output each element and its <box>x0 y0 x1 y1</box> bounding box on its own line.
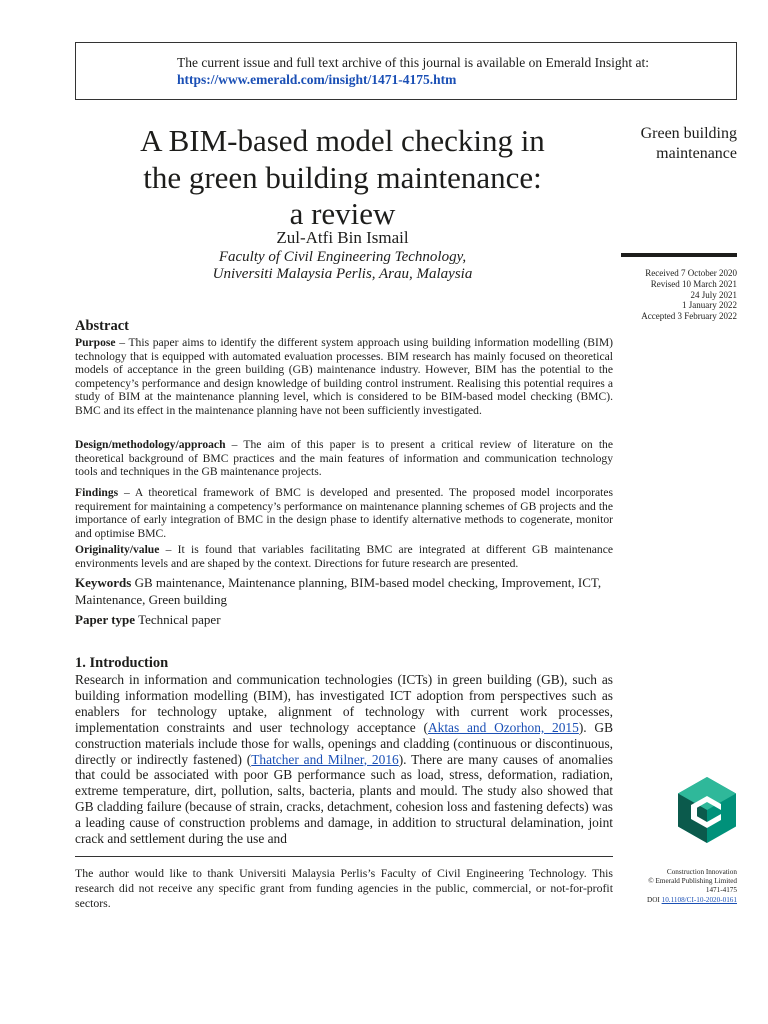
history-line: Received 7 October 2020 <box>645 268 737 278</box>
abstract-originality-text: – It is found that variables facilitating BMC are integrated at different GB maintenance environments levels and are shaped by the context. Directions for future research are presented. <box>75 543 613 570</box>
citation-link[interactable]: Aktas and Ozorhon, 2015 <box>427 719 579 735</box>
introduction-text: ). There are many causes of anomalies that could be associated with poor GB performance such as load, stress, deformation, radiation, extreme temperature, dirt, pollution, salts, bacteria, plants and mould. The study also showed that GB cladding failure (because of strain, cracks, detachment, cohesion loss and fastening defects) was a leading cause of construction problems and damage, in addition to structural delamination, joint crack and settlement during the use and <box>75 751 614 847</box>
journal-issn: 1471-4175 <box>705 886 737 895</box>
footnote-divider <box>75 856 613 857</box>
doi-label: DOI <box>647 895 660 904</box>
abstract-findings-label: Findings <box>75 486 119 499</box>
abstract-design <box>75 438 613 479</box>
journal-info <box>610 868 737 905</box>
paper-type <box>75 612 615 629</box>
paper-title <box>75 123 610 233</box>
margin-divider <box>621 253 737 257</box>
running-head <box>606 124 737 164</box>
paper-type-text: Technical paper <box>135 612 221 627</box>
abstract-purpose-label: Purpose <box>75 336 116 349</box>
title-line: a review <box>289 196 396 231</box>
author-name: Zul-Atfi Bin Ismail <box>276 228 409 247</box>
keywords-label: Keywords <box>75 575 132 590</box>
submission-history <box>600 268 737 322</box>
title-line: the green building maintenance: <box>143 159 542 195</box>
abstract-findings-text: – A theoretical framework of BMC is developed and presented. The proposed model incorporates requirement for maintaining a competency’s performance on maintenance planning schemes of GB projects and the importance of early integration of BMC in the design phase to identify alternative methods to cogenerate, monitor and optimise BMC. <box>75 486 613 540</box>
paper-type-label: Paper type <box>75 612 136 627</box>
doi-link[interactable]: 10.1108/CI-10-2020-0161 <box>661 895 737 904</box>
citation-link[interactable]: Thatcher and Milner, 2016 <box>251 751 399 767</box>
keywords <box>75 575 615 608</box>
archive-notice-text: The current issue and full text archive of this journal is available on Emerald Insight at: <box>177 55 649 70</box>
abstract-design-label: Design/methodology/approach <box>75 438 226 451</box>
introduction-body <box>75 672 613 847</box>
keywords-text: GB maintenance, Maintenance planning, BIM-based model checking, Improvement, ICT, Maintenance, Green building <box>75 575 602 607</box>
acknowledgement-footnote: The author would like to thank Universiti Malaysia Perlis’s Faculty of Civil Engineering Technology. This research did not receive any specific grant from funding agencies in the public, commercial, or not-for-profit sectors. <box>75 866 613 910</box>
introduction-text: ). GB construction materials include those for walls, openings and cladding (continuous or discontinuous, directly or indirectly fastened) ( <box>75 719 614 767</box>
abstract-heading: Abstract <box>75 318 129 334</box>
title-line: A BIM-based model checking in <box>140 123 545 158</box>
archive-notice-box <box>75 42 737 100</box>
abstract-originality <box>75 543 613 570</box>
emerald-logo-icon <box>676 776 738 844</box>
history-line: Revised 10 March 2021 <box>650 278 737 289</box>
author-affiliation-line: Faculty of Civil Engineering Technology, <box>218 249 467 265</box>
running-head-line: Green building <box>640 125 737 142</box>
history-line: Accepted 3 February 2022 <box>641 311 737 322</box>
doi-line <box>610 896 737 905</box>
abstract-originality-label: Originality/value <box>75 543 160 556</box>
abstract-purpose <box>75 336 613 418</box>
abstract-findings <box>75 486 613 540</box>
publisher-copyright: © Emerald Publishing Limited <box>648 877 737 886</box>
introduction-heading: 1. Introduction <box>75 655 169 671</box>
abstract-design-text: – The aim of this paper is to present a critical review of literature on the theoretical background of BMC practices and the main features of information and communication technology tools and techniques in the GB maintenance projects. <box>75 438 613 479</box>
archive-url-link[interactable]: https://www.emerald.com/insight/1471-4175.htm <box>177 72 457 87</box>
abstract-purpose-text: – This paper aims to identify the different system approach using building information modelling (BIM) technology that is equipped with automated evaluation processes. BIM research has mainly focused on theoretical models of acceptance in the green building (GB) maintenance industry. However, BIM has the potential to the competency’s performance and design knowledge of building control instrument. Realising this potential requires a study of BIM at the maintenance planning level, which is considered to be BIM-based model checking (BMC). BMC and its effect in the maintenance planning have not been sufficiently investigated. <box>75 336 613 417</box>
history-line: 1 January 2022 <box>682 300 737 311</box>
history-line: 24 July 2021 <box>690 289 737 300</box>
journal-name: Construction Innovation <box>666 868 737 876</box>
introduction-text: Research in information and communication technologies (ICTs) in green building (GB), such as building information modelling (BIM), has investigated ICT adoption from perspectives such as enablers for technology uptake, alignment of technology with current work processes, implementation constraints and user technology acceptance ( <box>75 672 613 735</box>
running-head-line: maintenance <box>656 145 737 162</box>
author-affiliation-line: Universiti Malaysia Perlis, Arau, Malaysia <box>212 266 473 282</box>
